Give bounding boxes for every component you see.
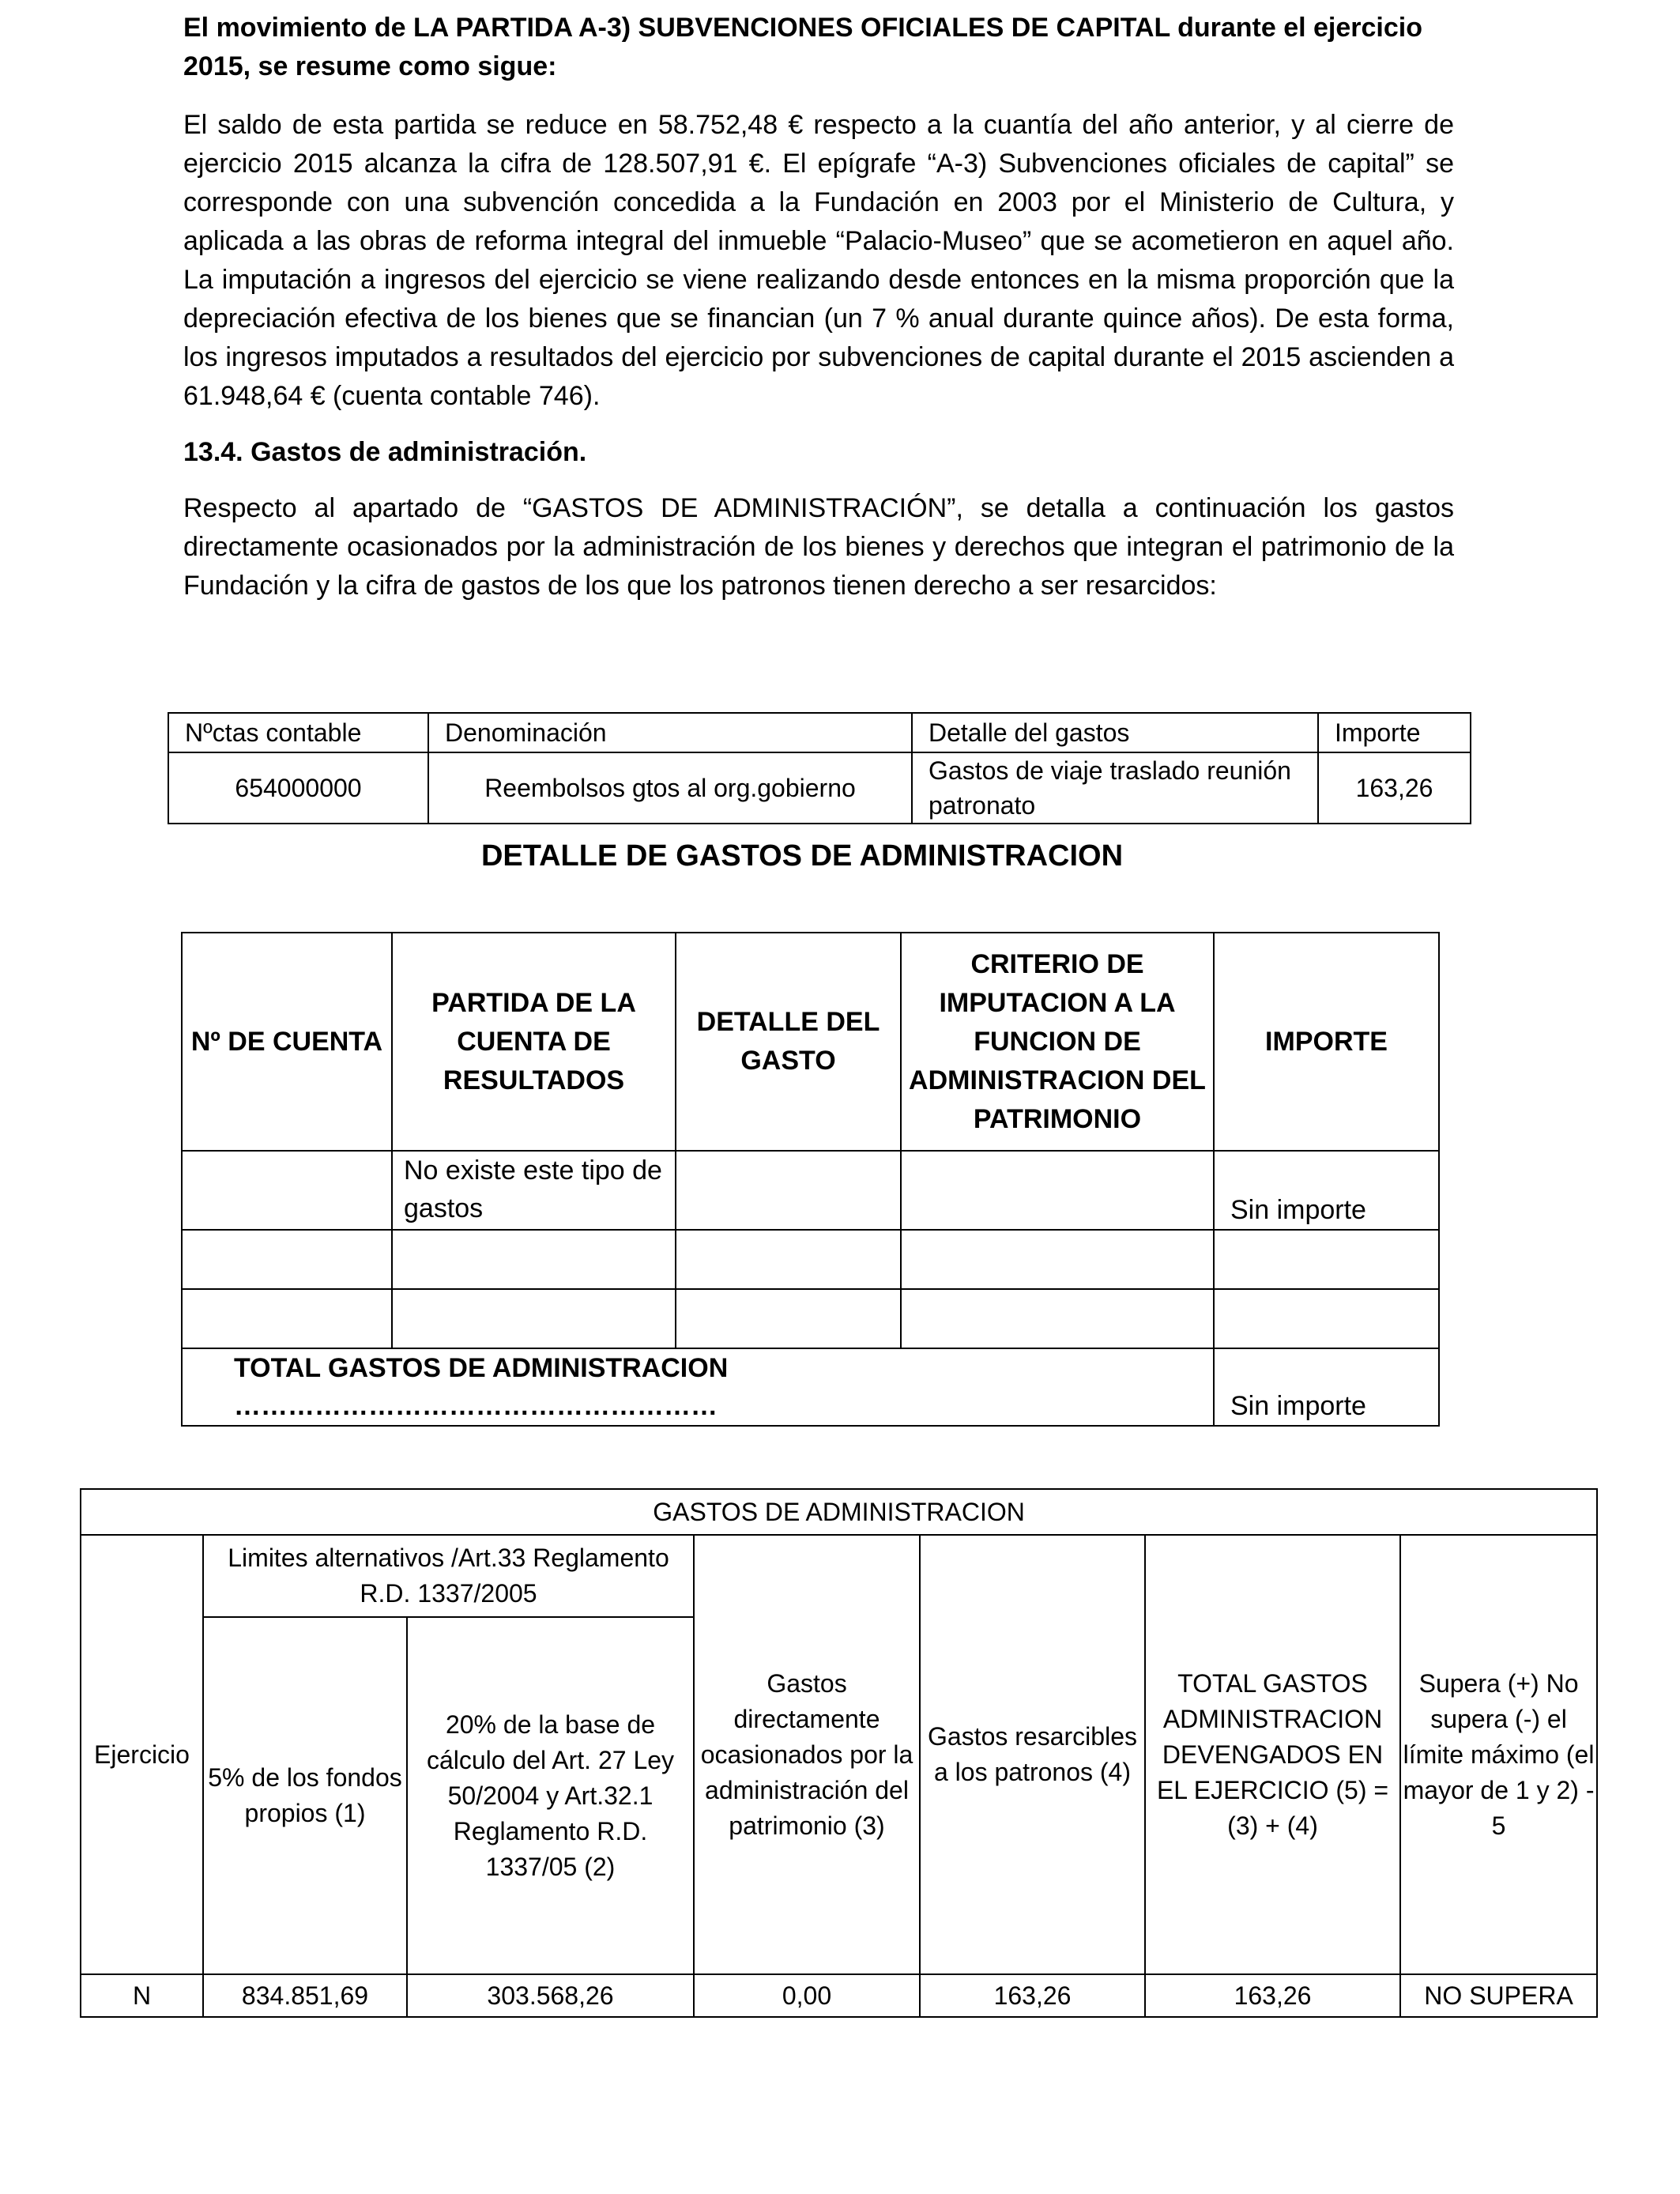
expense-detail: Gastos de viaje traslado reunión patronato	[912, 752, 1318, 824]
ejercicio-value: N	[81, 1974, 203, 2017]
header-cell: CRITERIO DE IMPUTACION A LA FUNCION DE ADMINISTRACION DEL PATRIMONIO	[901, 933, 1214, 1151]
paragraph-subvenciones: El saldo de esta partida se reduce en 58.752,48 € respecto a la cuantía del año anterior, y al cierre de ejercicio 2015 alcanza la cifra de 128.507,91 €. El epígrafe “A-3) Subvenciones oficiales de capital” se corresponde con una subvención concedida a la Fundación en 2003 por el Ministerio de Cultura, y aplicada a las obras de reforma integral del inmueble “Palacio-Museo” que se acometieron en aquel año. La imputación a ingresos del ejercicio se viene realizando desde entonces en la misma proporción que la depreciación efectiva de los bienes que se financian (un 7 % anual durante quince años). De esta forma, los ingresos imputados a resultados del ejercicio por subvenciones de capital durante el 2015 ascienden a 61.948,64 € (cuenta contable 746).	[183, 110, 1454, 411]
table-cell	[1214, 1230, 1439, 1289]
table-cell	[182, 1151, 392, 1230]
table-cell	[676, 1151, 901, 1230]
col1-value: 834.851,69	[203, 1974, 407, 2017]
paragraph-gastos-administracion: Respecto al apartado de “GASTOS DE ADMINISTRACIÓN”, se detalla a continuación los gastos directamente ocasionados por la administración de los bienes y derechos que integran el patrimonio de la Fundación y la cifra de gastos de los que los patronos tienen derecho a ser resarcidos:	[183, 493, 1454, 601]
importe-cell: Sin importe	[1214, 1151, 1439, 1230]
table-cell	[182, 1289, 392, 1348]
accounts-table	[168, 712, 1471, 824]
table-row	[182, 1289, 1439, 1348]
total-value: Sin importe	[1214, 1348, 1439, 1426]
heading-subvenciones: El movimiento de LA PARTIDA A-3) SUBVENCIONES OFICIALES DE CAPITAL durante el ejercicio 2015, se resume como sigue:	[183, 13, 1423, 81]
col3-value: 0,00	[694, 1974, 920, 2017]
table-cell	[901, 1151, 1214, 1230]
total-label: TOTAL GASTOS DE ADMINISTRACION ………………………………………………	[182, 1348, 1214, 1426]
table-cell	[392, 1289, 676, 1348]
col6-header: Supera (+) No supera (-) el límite máximo (el mayor de 1 y 2) - 5	[1400, 1535, 1597, 1974]
col6-value: NO SUPERA	[1400, 1974, 1597, 2017]
detail-table-title: DETALLE DE GASTOS DE ADMINISTRACION	[480, 839, 1124, 873]
header-cell: DETALLE DEL GASTO	[676, 933, 901, 1151]
col4-value: 163,26	[920, 1974, 1145, 2017]
table-cell	[182, 1230, 392, 1289]
header-cell: Nº DE CUENTA	[182, 933, 392, 1151]
table-cell	[676, 1230, 901, 1289]
table-row	[81, 1974, 1597, 2017]
col5-value: 163,26	[1145, 1974, 1400, 2017]
header-cell: PARTIDA DE LA CUENTA DE RESULTADOS	[392, 933, 676, 1151]
table-row	[182, 1151, 1439, 1230]
partida-cell: No existe este tipo de gastos	[392, 1151, 676, 1230]
col2-value: 303.568,26	[407, 1974, 694, 2017]
header-cell: Importe	[1318, 713, 1471, 752]
header-cell: Denominación	[428, 713, 912, 752]
accounts-table-header	[168, 713, 1471, 752]
col5-header: TOTAL GASTOS ADMINISTRACION DEVENGADOS EN EL EJERCICIO (5) = (3) + (4)	[1145, 1535, 1400, 1974]
table-cell	[901, 1230, 1214, 1289]
col4-header: Gastos resarcibles a los patronos (4)	[920, 1535, 1145, 1974]
detail-table	[181, 932, 1440, 1427]
limits-table	[80, 1488, 1598, 2018]
limits-table-title-row	[81, 1489, 1597, 1535]
limits-header-row	[81, 1535, 1597, 1617]
total-row	[182, 1348, 1439, 1426]
amount: 163,26	[1318, 752, 1471, 824]
limits-table-title: GASTOS DE ADMINISTRACION	[81, 1489, 1597, 1535]
header-cell: Nºctas contable	[168, 713, 428, 752]
header-cell: Detalle del gastos	[912, 713, 1318, 752]
table-row	[182, 1230, 1439, 1289]
table-cell	[901, 1289, 1214, 1348]
ejercicio-header: Ejercicio	[81, 1535, 203, 1974]
table-cell	[676, 1289, 901, 1348]
table-row	[168, 752, 1471, 824]
detail-table-header	[182, 933, 1439, 1151]
col2-header: 20% de la base de cálculo del Art. 27 Ley 50/2004 y Art.32.1 Reglamento R.D. 1337/05 (2)	[407, 1617, 694, 1974]
heading-gastos-administracion: 13.4. Gastos de administración.	[183, 437, 587, 467]
account-name: Reembolsos gtos al org.gobierno	[428, 752, 912, 824]
account-number: 654000000	[168, 752, 428, 824]
col3-header: Gastos directamente ocasionados por la administración del patrimonio (3)	[694, 1535, 920, 1974]
table-cell	[392, 1230, 676, 1289]
table-cell	[1214, 1289, 1439, 1348]
limites-header: Limites alternativos /Art.33 Reglamento R.D. 1337/2005	[203, 1535, 694, 1617]
header-cell: IMPORTE	[1214, 933, 1439, 1151]
col1-header: 5% de los fondos propios (1)	[203, 1617, 407, 1974]
